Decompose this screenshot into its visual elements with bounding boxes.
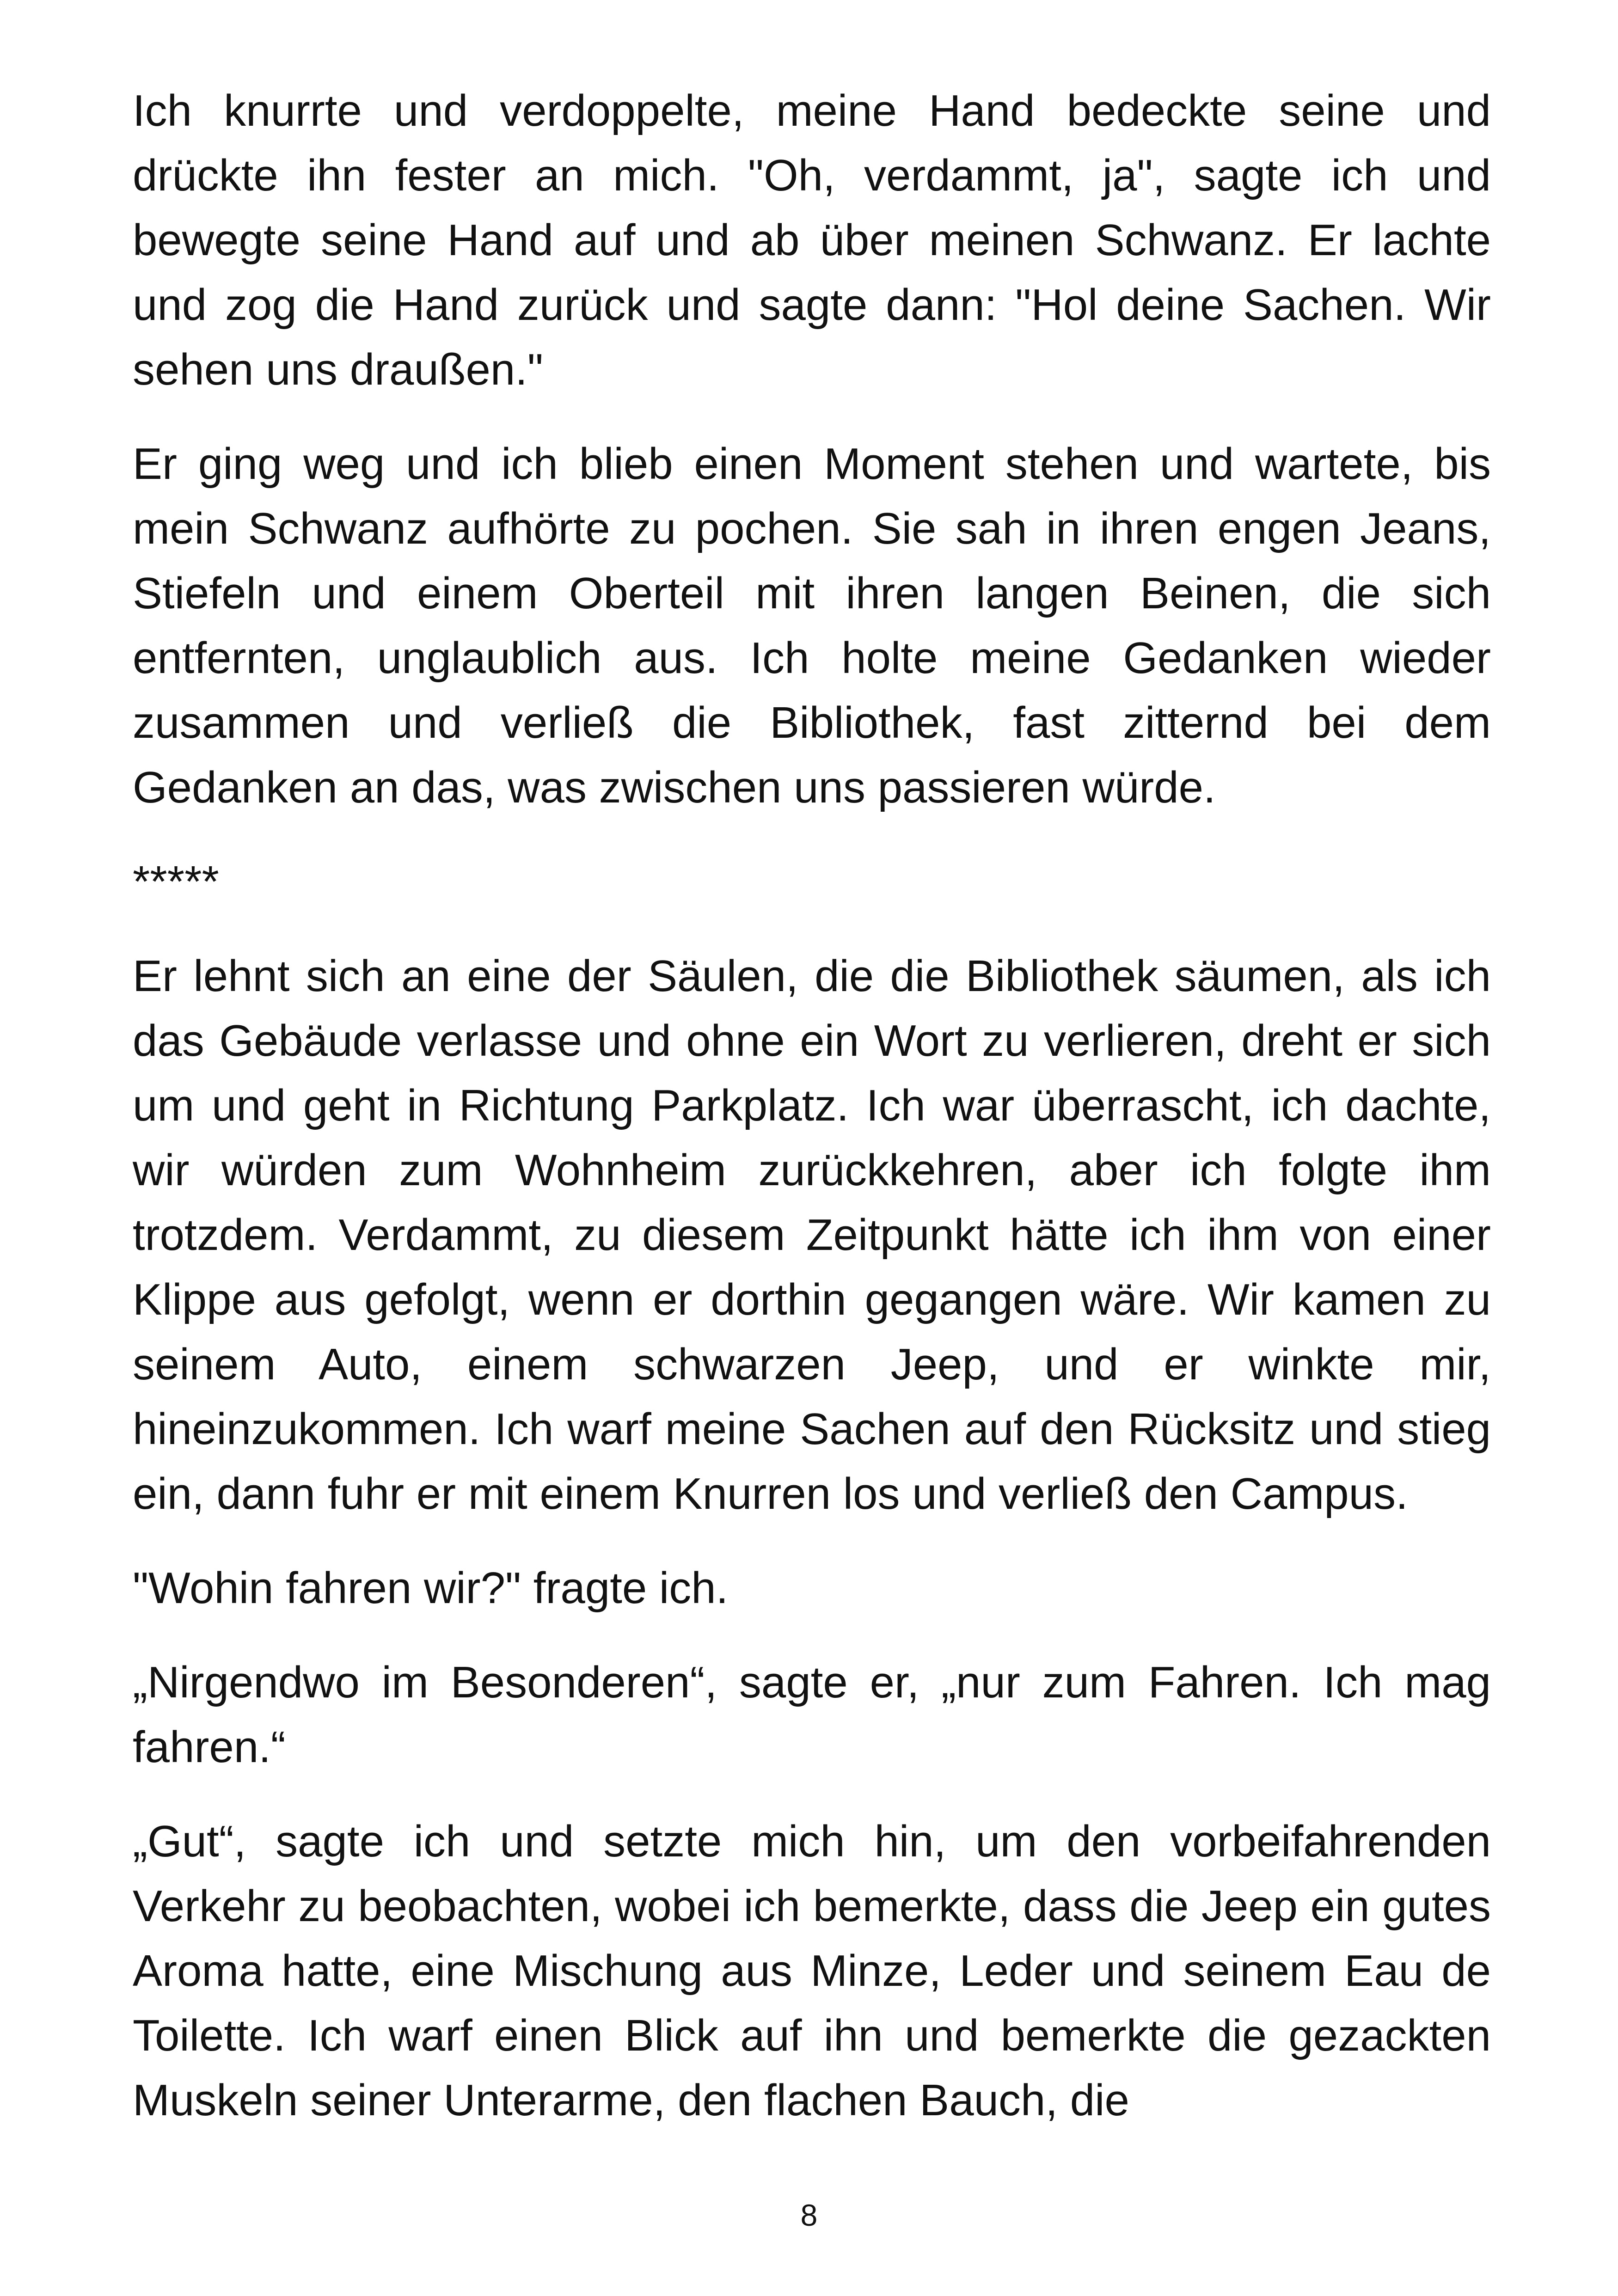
section-separator: ***** — [133, 857, 219, 906]
paragraph-1: Ich knurrte und verdoppelte, meine Hand bedeckte seine und drückte ihn fester an mich. "Oh, verdammt, ja", sagte ich und bewegte seine Hand auf und ab über meinen Schwanz. Er lachte und zog die Hand zurück und sagte dann: "Hol deine Sachen. Wir sehen uns draußen." — [133, 86, 1491, 394]
paragraph-6: „Gut“, sagte ich und setzte mich hin, um den vorbeifahrenden Verkehr zu beobachten, wobei ich bemerkte, dass die Jeep ein gutes Aroma hatte, eine Mischung aus Minze, Leder und seinem Eau de Toilette. Ich warf einen Blick auf ihn und bemerkte die gezackten Muskeln seiner Unterarme, den flachen Bauch, die — [133, 1817, 1491, 2125]
page-number: 8 — [800, 2198, 818, 2232]
paragraph-3: Er lehnt sich an eine der Säulen, die die Bibliothek säumen, als ich das Gebäude verlasse und ohne ein Wort zu verlieren, dreht er sich um und geht in Richtung Parkplatz. Ich war überrascht, ich dachte, wir würden zum Wohnheim zurückkehren, aber ich folgte ihm trotzdem. Verdammt, zu diesem Zeitpunkt hätte ich ihm von einer Klippe aus gefolgt, wenn er dorthin gegangen wäre. Wir kamen zu seinem Auto, einem schwarzen Jeep, und er winkte mir, hineinzukommen. Ich warf meine Sachen auf den Rücksitz und stieg ein, dann fuhr er mit einem Knurren los und verließ den Campus. — [133, 951, 1491, 1518]
paragraph-2: Er ging weg und ich blieb einen Moment stehen und wartete, bis mein Schwanz aufhörte zu pochen. Sie sah in ihren engen Jeans, Stiefeln und einem Oberteil mit ihren langen Beinen, die sich entfernten, unglaublich aus. Ich holte meine Gedanken wieder zusammen und verließ die Bibliothek, fast zitternd bei dem Gedanken an das, was zwischen uns passieren würde. — [133, 439, 1491, 812]
paragraph-5: „Nirgendwo im Besonderen“, sagte er, „nur zum Fahren. Ich mag fahren.“ — [133, 1658, 1491, 1772]
page-body — [133, 79, 1491, 2162]
paragraph-4: "Wohin fahren wir?" fragte ich. — [133, 1563, 729, 1613]
